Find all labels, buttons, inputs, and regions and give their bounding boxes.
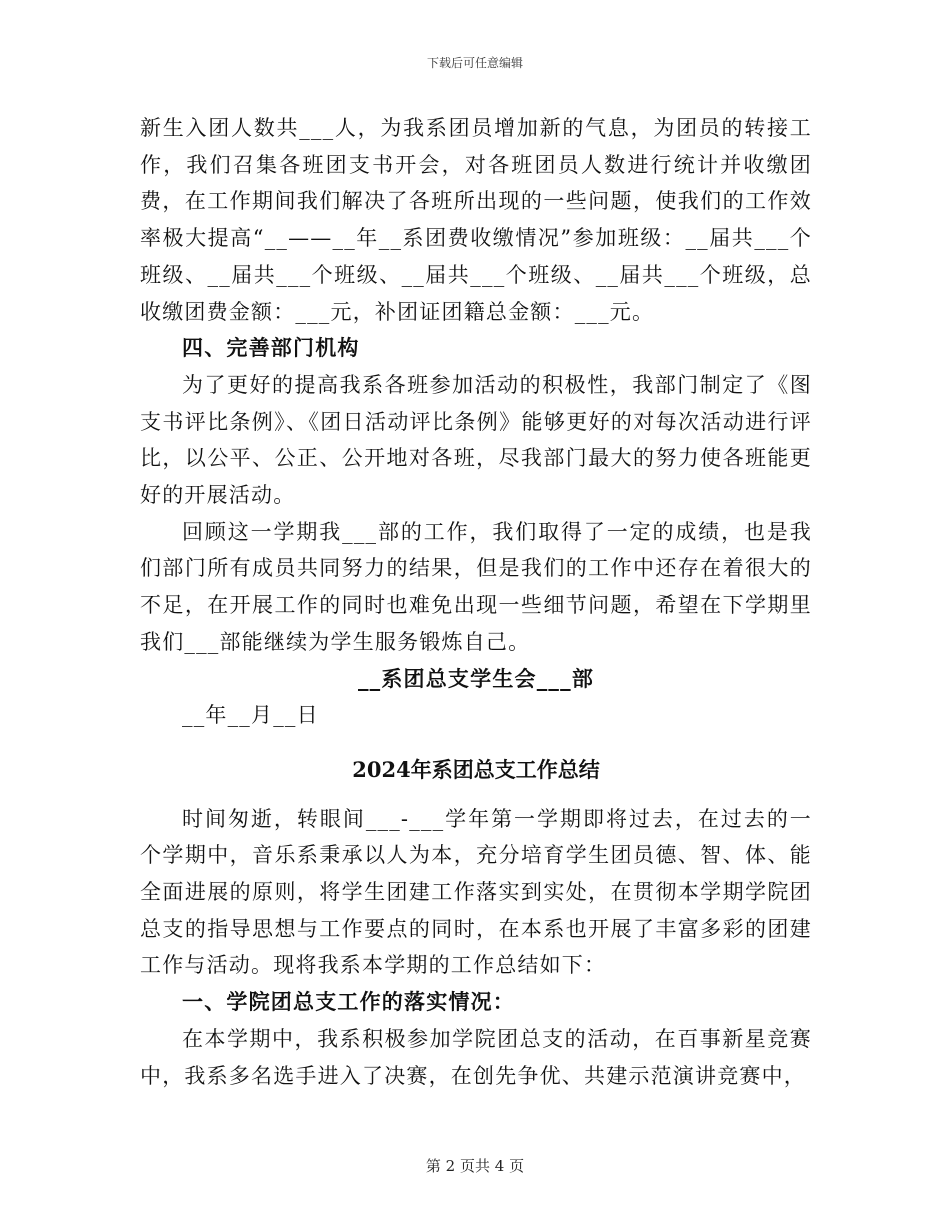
document-title: 2024年系团总支工作总结: [352, 756, 600, 782]
signature: __系团总支学生会___部: [357, 665, 595, 691]
document-body: [140, 110, 812, 1094]
header-note: 下载后可任意编辑: [426, 56, 523, 70]
section-heading-4: 四、完善部门机构: [182, 335, 360, 361]
paragraph-intro: 时间匆逝，转眼间___-___学年第一学期即将过去，在过去的一个学期中，音乐系秉承以人为本，充分培育学生团员德、智、体、能全面进展的原则，将学生团建工作落实到实处，在贯彻本学期学院团总支的指导思想与工作要点的同时，在本系也开展了丰富多彩的团建工作与活动。现将我系本学期的工作总结如下：: [140, 806, 812, 978]
paragraph-department: 为了更好的提高我系各班参加活动的积极性，我部门制定了《图支书评比条例》、《团日活动评比条例》能够更好的对每次活动进行评比，以公平、公正、公开地对各班，尽我部门最大的努力使各班能更好的开展活动。: [140, 372, 812, 508]
paragraph-review: 回顾这一学期我___部的工作，我们取得了一定的成绩，也是我们部门所有成员共同努力的结果，但是我们的工作中还存在着很大的不足，在开展工作的同时也难免出现一些细节问题，希望在下学期里我们___部能继续为学生服务锻炼自己。: [140, 519, 812, 654]
paragraph-activities: 在本学期中，我系积极参加学院团总支的活动，在百事新星竞赛中，我系多名选手进入了决赛，在创先争优、共建示范演讲竞赛中，: [140, 1026, 812, 1088]
paragraph-membership: 新生入团人数共___人，为我系团员增加新的气息，为团员的转接工作，我们召集各班团支书开会，对各班团员人数进行统计并收缴团费，在工作期间我们解决了各班所出现的一些问题，使我们的工作效率极大提高“__——__年__系团费收缴情况”参加班级：__届共___个班级、__届共___个班级、__届共___个班级、__届共___个班级，总收缴团费金额：___元，补团证团籍总金额：___元。: [140, 116, 812, 324]
page-number: 第 2 页共 4 页: [425, 1157, 525, 1175]
section-heading-1: 一、学院团总支工作的落实情况：: [182, 989, 515, 1015]
date-line: __年__月__日: [182, 703, 319, 728]
